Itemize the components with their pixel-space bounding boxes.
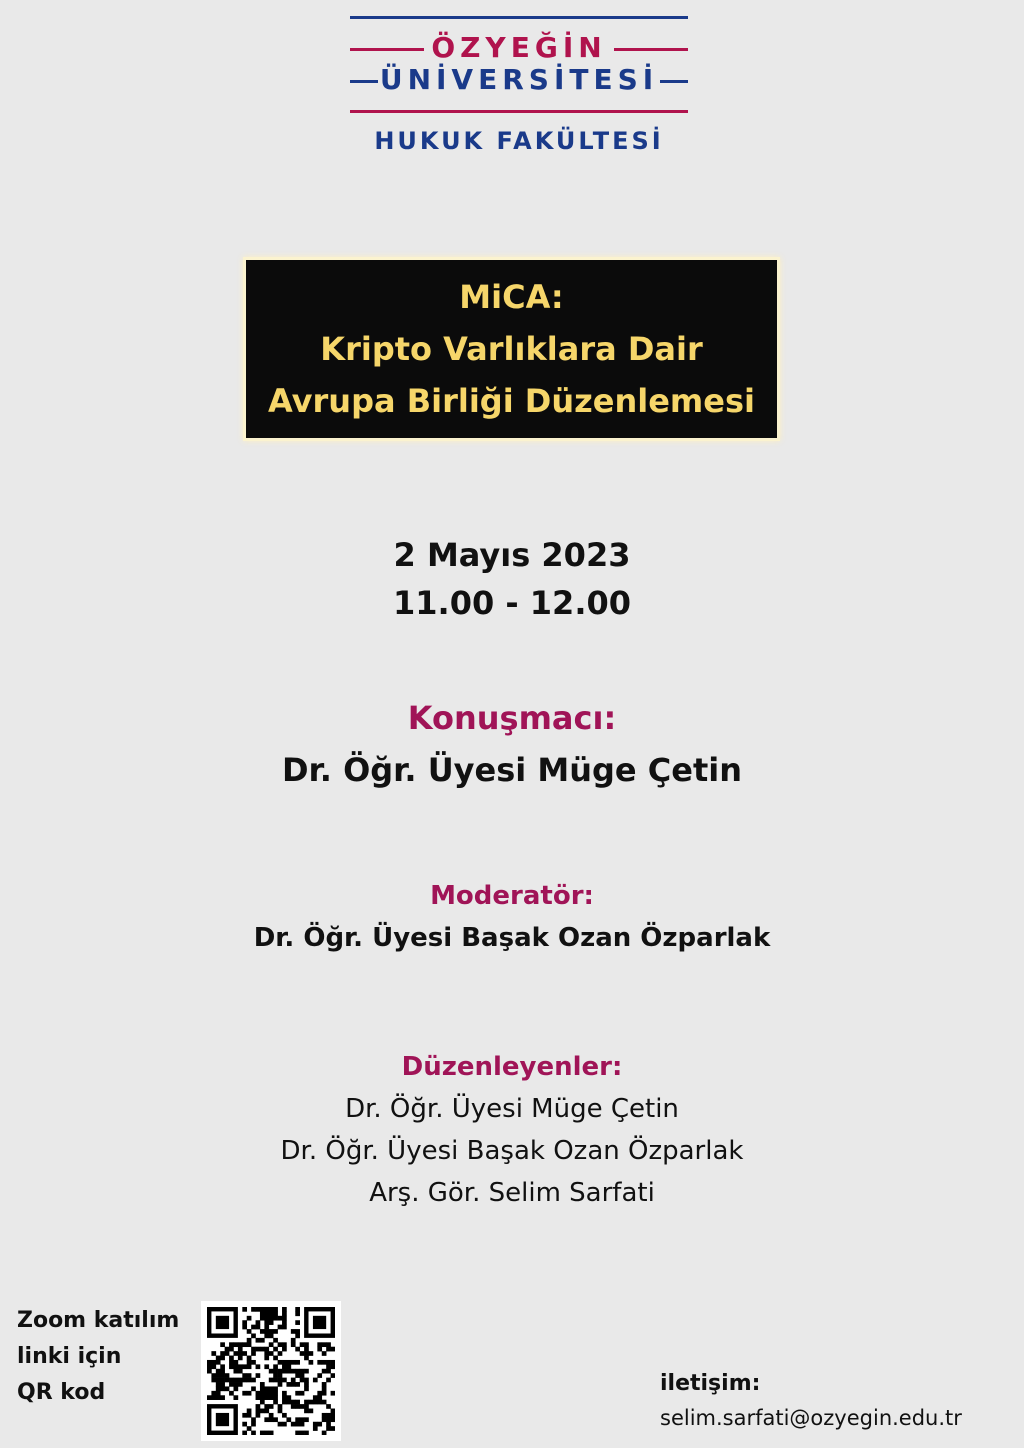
organizer-name-3: Arş. Gör. Selim Sarfati [369, 1178, 655, 1208]
logo-word-universitesi: ÜNİVERSİTESİ [379, 63, 659, 96]
contact-label: iletişim: [660, 1371, 761, 1396]
speaker-label: Konuşmacı: [407, 699, 617, 737]
title-line-3: Avrupa Birliği Düzenlemesi [268, 382, 755, 420]
faculty-name: HUKUK FAKÜLTESİ [374, 127, 664, 155]
university-logo [350, 14, 688, 154]
organizer-name-1: Dr. Öğr. Üyesi Müge Çetin [345, 1094, 679, 1124]
logo-word-ozyegin: ÖZYEĞİN [431, 31, 607, 64]
zoom-qr-code[interactable] [201, 1301, 341, 1441]
logo-bottom-line [350, 110, 688, 113]
organizer-name-2: Dr. Öğr. Üyesi Başak Ozan Özparlak [280, 1136, 744, 1166]
organizers-label: Düzenleyenler: [401, 1052, 623, 1082]
event-date: 2 Mayıs 2023 [393, 536, 631, 574]
logo-top-line [350, 16, 688, 19]
title-line-1: MiCA: [459, 278, 564, 316]
event-time: 11.00 - 12.00 [393, 584, 631, 622]
contact-email[interactable]: selim.sarfati@ozyegin.edu.tr [660, 1406, 962, 1430]
qr-caption-line-3: QR kod [17, 1380, 106, 1405]
speaker-name: Dr. Öğr. Üyesi Müge Çetin [281, 751, 742, 789]
moderator-label: Moderatör: [430, 881, 594, 911]
moderator-name: Dr. Öğr. Üyesi Başak Ozan Özparlak [253, 923, 771, 953]
qr-caption-line-2: linki için [17, 1344, 122, 1369]
qr-caption-line-1: Zoom katılım [17, 1308, 180, 1333]
qr-code-icon [207, 1307, 335, 1435]
event-title-box [243, 257, 780, 441]
title-line-2: Kripto Varlıklara Dair [320, 330, 703, 368]
